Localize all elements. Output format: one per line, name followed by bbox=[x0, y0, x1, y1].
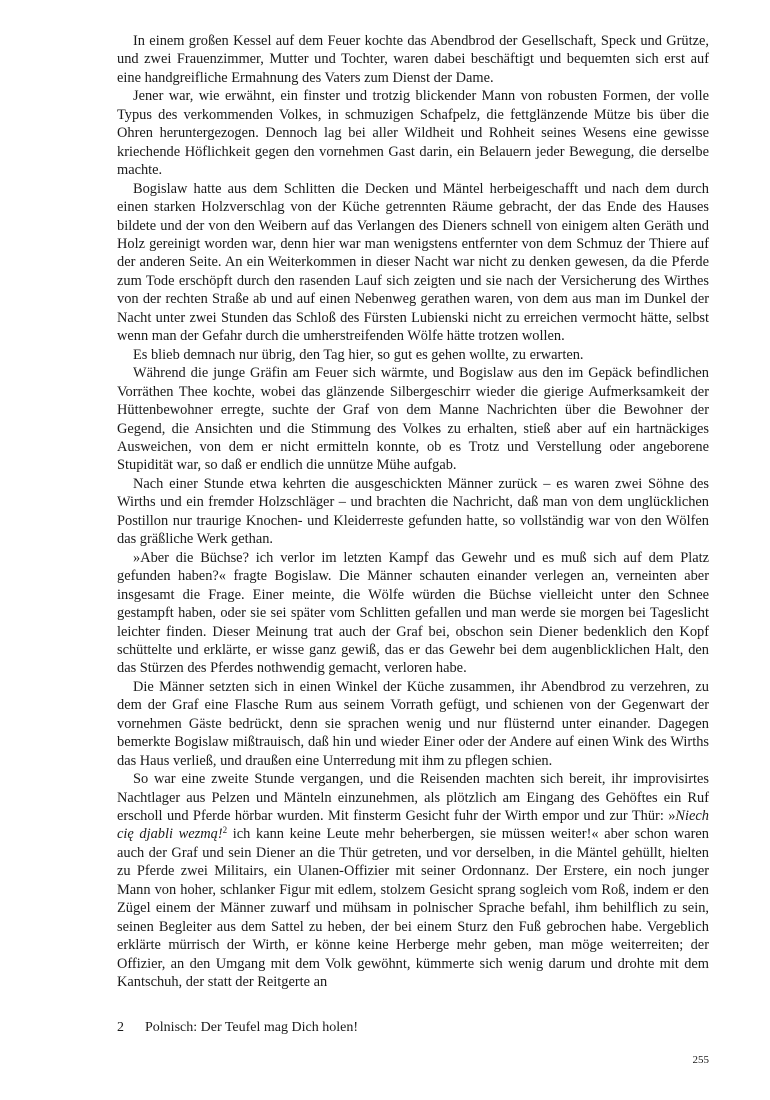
footnote-number: 2 bbox=[117, 1020, 124, 1035]
paragraph-7: »Aber die Büchse? ich verlor im letzten Kampf das Gewehr und es muß sich auf dem Platz gefunden haben?« fragte Bogislaw. Die Männer schauten einander verlegen an, verneinten aber insgesamt die Frage. Einer meinte, die Wölfe würden die Büchse vielleicht unter den Schnee gestampft haben, oder sie sei später vom Schlitten gefallen und man werde sie morgen bei Tageslicht leichter finden. Dieser Meinung trat auch der Graf bei, obschon sein Diener bedenklich den Kopf schüttelte und erklärte, er wisse ganz gewiß, das er das Gewehr bei dem augenblicklichen Halt, den das Stürzen des Pferdes nothwendig gemacht, verloren habe. bbox=[117, 549, 709, 677]
paragraph-1: In einem großen Kessel auf dem Feuer kochte das Abendbrod der Gesellschaft, Speck und Grütze, und zwei Frauenzimmer, Mutter und Tochter, waren dabei beschäftigt und bequemten sich erst auf eine handgreifliche Ermahnung des Vaters zum Dienst der Dame. bbox=[117, 33, 709, 86]
text-body bbox=[117, 32, 709, 992]
paragraph-4: Es blieb demnach nur übrig, den Tag hier, so gut es gehen wollte, zu erwarten. bbox=[133, 346, 584, 363]
paragraph-2: Jener war, wie erwähnt, ein finster und trotzig blickender Mann von robusten Formen, der volle Typus des verkommenden Volkes, in schmuzigen Schafpelz, die fettglänzende Mütze bis über die Ohren heruntergezogen. Dennoch lag bei aller Wildheit und Rohheit seines Wesens eine gewisse kriechende Höflichkeit gegen den vornehmen Gast darin, ein Belauern jeder Bewegung, die derselbe machte. bbox=[117, 88, 709, 179]
paragraph-5: Während die junge Gräfin am Feuer sich wärmte, und Bogislaw aus den im Gepäck befindlichen Vorräthen Thee kochte, wobei das glänzende Silbergeschirr wieder die gierige Aufmerksamkeit der Hüttenbewohner erregte, suchte der Graf von dem Manne Nachrichten über die Bewohner der Gegend, die Ansichten und die Stimmung des Volkes zu erhalten, stieß aber auf ein hartnäckiges Ausweichen, von dem er nicht ermitteln konnte, ob es Trotz und Verstellung oder angeborene Stupidität war, so daß er endlich die unnütze Mühe aufgab. bbox=[117, 365, 709, 474]
paragraph-9 bbox=[117, 770, 709, 991]
footnote-reference[interactable]: 2 bbox=[222, 825, 228, 836]
paragraph-9-part-1: So war eine zweite Stunde vergangen, und die Reisenden machten sich bereit, ihr improvisirtes Nachtlager aus Pelzen und Mänteln einzunehmen, als plötzlich am Eingang des Gehöftes ein Ruf erscholl und Pferde hörbar wurden. Mit finsterm Gesicht fuhr der Wirth empor und zur Thür: » bbox=[117, 771, 709, 825]
paragraph-6: Nach einer Stunde etwa kehrten die ausgeschickten Männer zurück – es waren zwei Söhne des Wirths und ein fremder Holzschläger – und brachten die Nachricht, daß man von dem unglücklichen Postillon nur traurige Knochen- und Kleiderreste gefunden hatte, so vollständig war von den Wölfen das gräßliche Werk gethan. bbox=[117, 475, 709, 548]
paragraph-3: Bogislaw hatte aus dem Schlitten die Decken und Mäntel herbeigeschafft und nach dem durch einen starken Holzverschlag von der Küche getrennten Räume gebracht, der das Ende des Hauses bildete und der von den Weibern auf das Verlangen des Dieners schnell von einigem alten Geräth und Holz gereinigt worden war, denn hier war man wenigstens entfernter von dem Schmuz der Thiere auf der anderen Seite. An ein Weiterkommen in dieser Nacht war nicht zu denken gewesen, da die Pferde zum Tode erschöpft durch den rasenden Lauf sich zeigten und sie nach der Versicherung des Wirthes von der rechten Straße ab und auf einen Nebenweg gerathen waren, von dem aus man im Dunkel der Nacht unter zwei Stunden das Schloß des Fürsten Lubienski nicht zu erreichen vermocht hätte, selbst wenn man der Gefahr durch die umherstreifenden Wölfe hätte trotzen wollen. bbox=[117, 180, 709, 345]
paragraph-8: Die Männer setzten sich in einen Winkel der Küche zusammen, ihr Abendbrod zu verzehren, zu dem der Graf eine Flasche Rum aus seinem Vorrath gefügt, und schienen von der Gegenwart der vornehmen Gäste bedrückt, denn sie sprachen wenig und nur flüsternd unter einander. Dagegen bemerkte Bogislaw mißtrauisch, daß hin und wieder Einer oder der Andere auf einen Wink des Wirths das Haus verließ, und draußen eine Unterredung mit ihm zu pflegen schien. bbox=[117, 678, 709, 769]
paragraph-9-part-2: ich kann keine Leute mehr beherbergen, sie müssen weiter!« aber schon waren auch der Graf und sein Diener an die Thür getreten, und vor derselben, in die Mäntel gehüllt, hielten zu Pferde zwei Militairs, ein Ulanen-Offizier mit seiner Ordonnanz. Der Erstere, ein noch junger Mann von hoher, schlanker Figur mit edlem, stolzem Gesicht sprang sogleich vom Roß, indem er den Zügel einem der Männer zuwarf und mühsam in polnischer Sprache befahl, ihm behilflich zu sein, seinen Begleiter aus dem Sattel zu heben, der bei einem Sturz den Fuß gebrochen habe. Vergeblich erklärte mürrisch der Wirth, er könne keine Herberge mehr geben, man möge weiterreiten; der Offizier, an den Umgang mit dem Volk gewöhnt, kümmerte sich wenig darum und drohte mit dem Kantschuh, der statt der Reitgerte an bbox=[117, 826, 709, 991]
footnote bbox=[117, 1020, 709, 1036]
page-number: 255 bbox=[692, 1054, 709, 1066]
polish-phrase: Niech cię djabli wezmą! bbox=[117, 808, 709, 843]
footnote-text: Polnisch: Der Teufel mag Dich holen! bbox=[145, 1020, 358, 1035]
